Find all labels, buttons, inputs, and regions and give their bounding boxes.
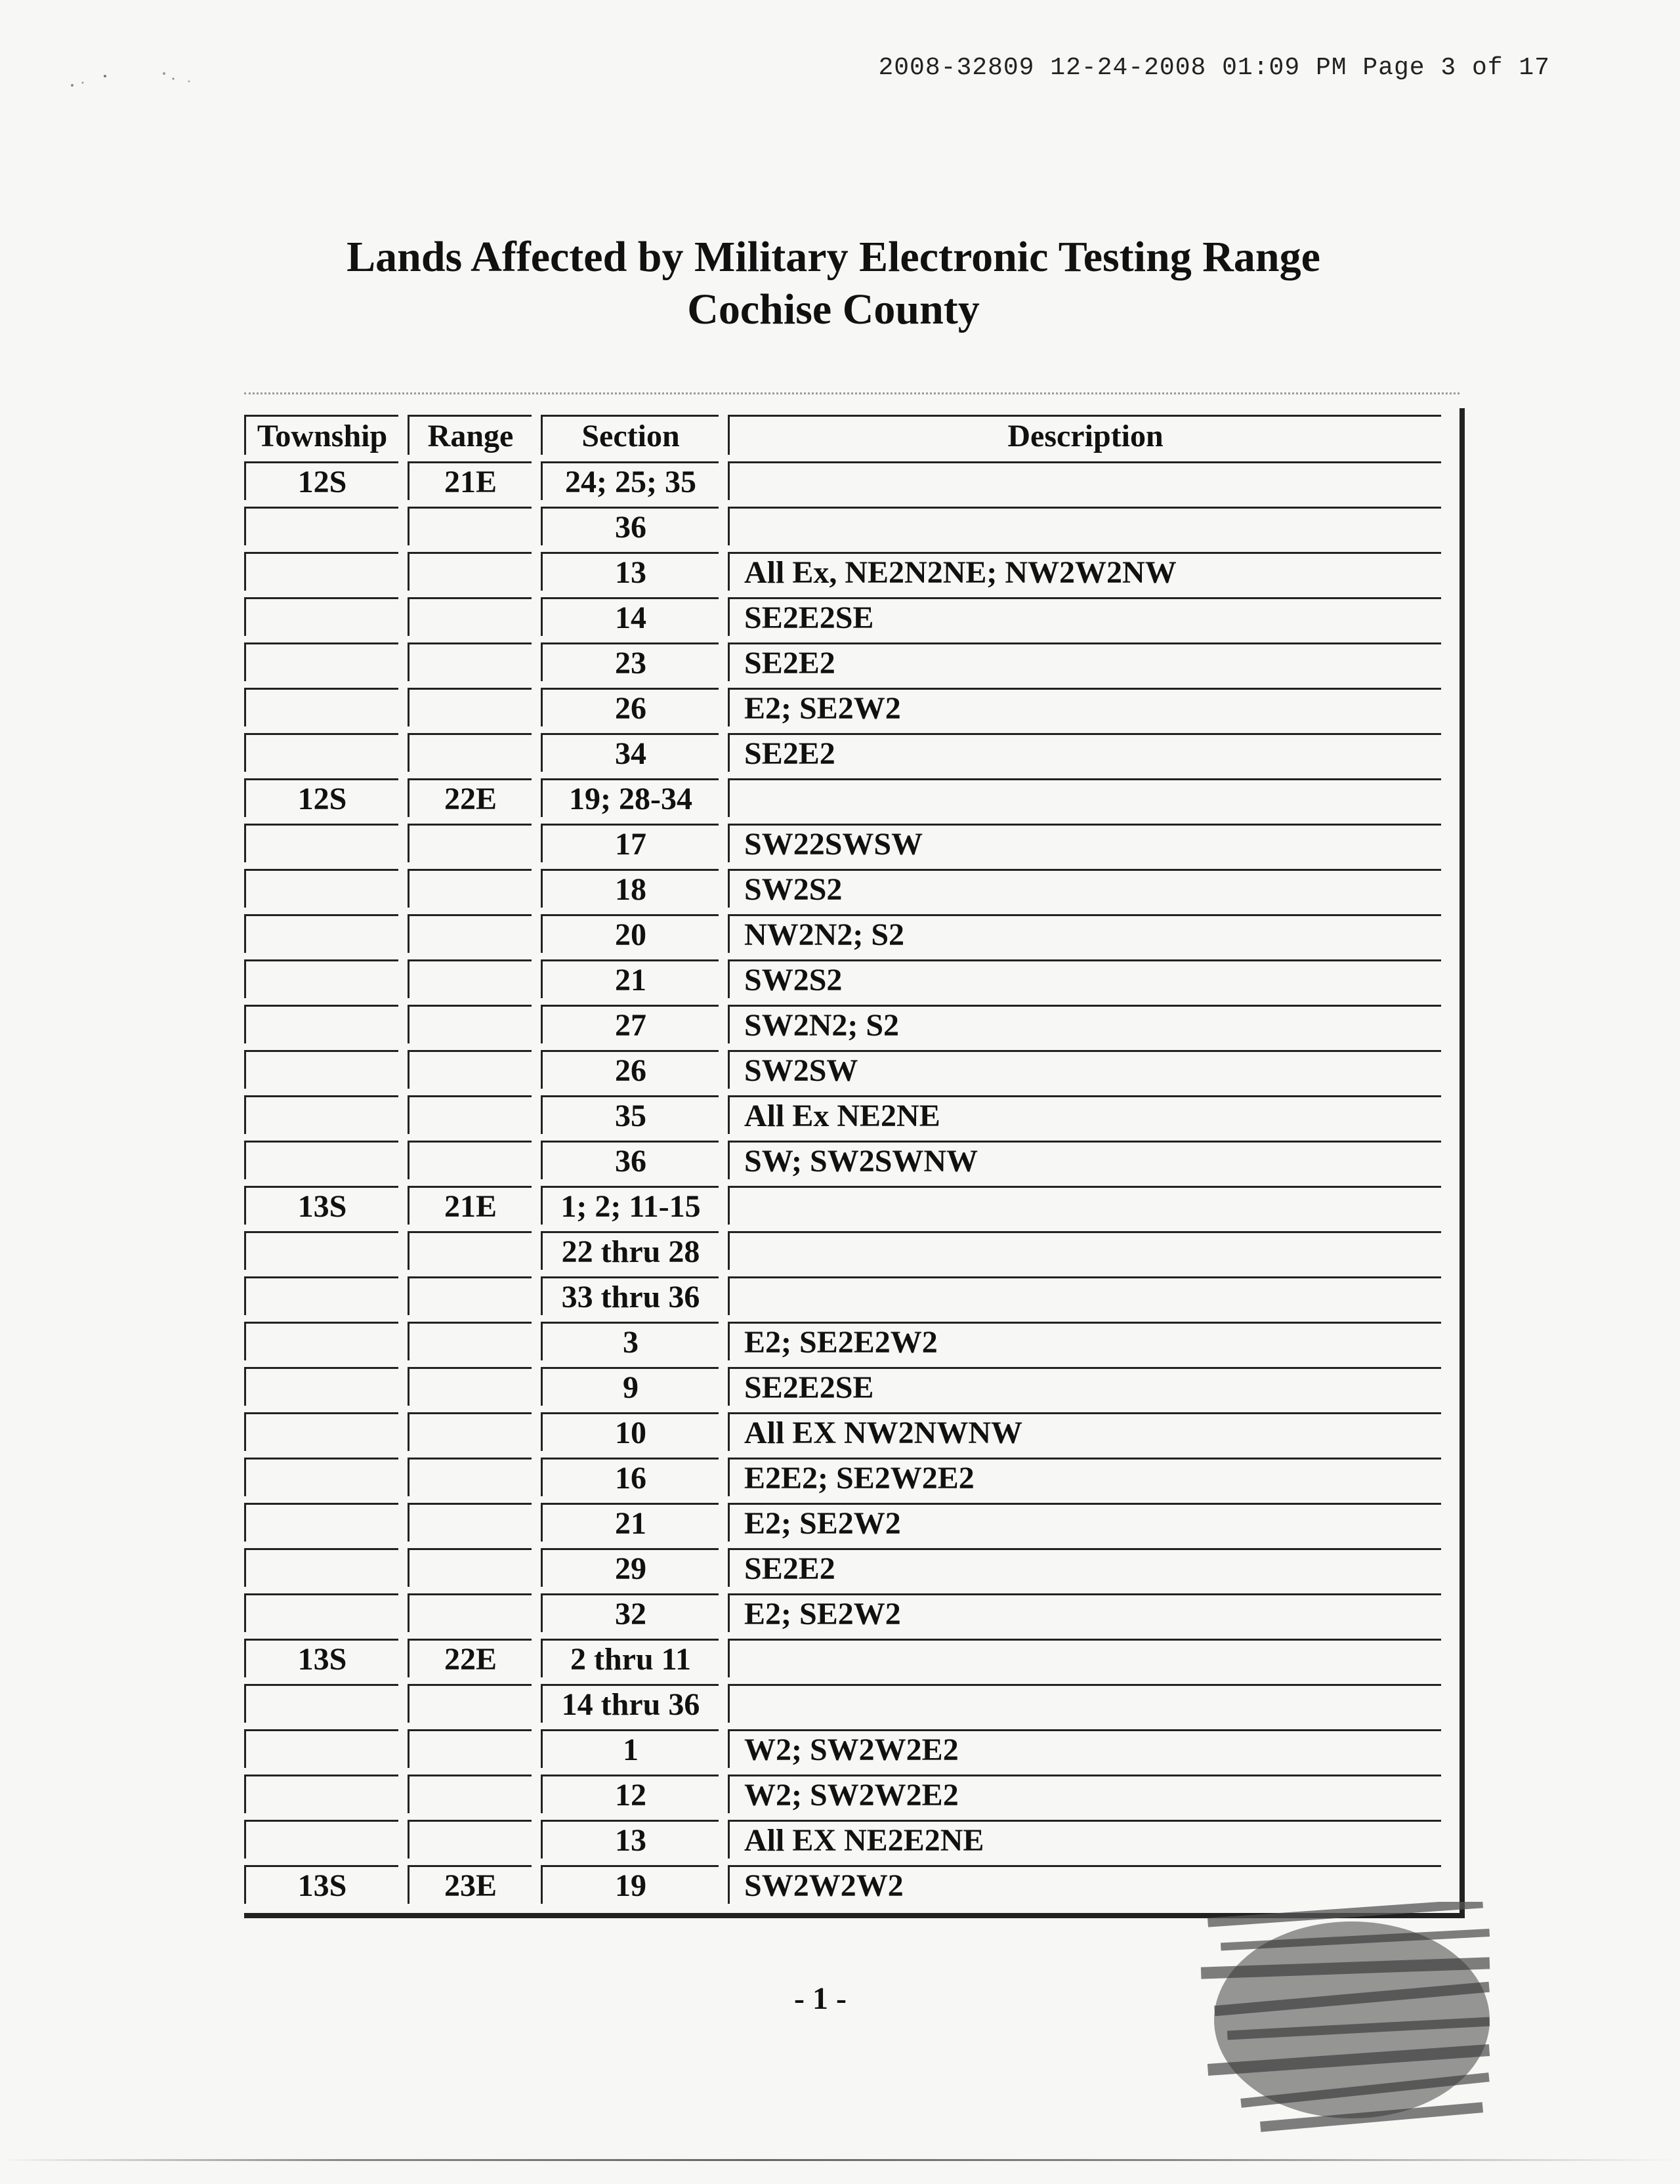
cell-range bbox=[408, 597, 532, 636]
cell-section: 18 bbox=[541, 869, 719, 908]
table-row bbox=[244, 1231, 1441, 1270]
cell-section: 12 bbox=[541, 1774, 719, 1813]
table-row bbox=[244, 1639, 1441, 1677]
cell-range bbox=[408, 1458, 532, 1496]
cell-township bbox=[244, 1774, 398, 1813]
cell-range bbox=[408, 869, 532, 908]
cell-section: 36 bbox=[541, 507, 719, 545]
table-row bbox=[244, 507, 1441, 545]
cell-description: NW2N2; S2 bbox=[728, 914, 1441, 953]
cell-description bbox=[728, 1276, 1441, 1315]
cell-range bbox=[408, 1684, 532, 1723]
cell-description: E2; SE2W2 bbox=[728, 688, 1441, 726]
table-row bbox=[244, 1367, 1441, 1406]
cell-range bbox=[408, 1141, 532, 1179]
page-number: - 1 - bbox=[794, 1981, 847, 2016]
cell-description: SE2E2SE bbox=[728, 597, 1441, 636]
cell-township: 13S bbox=[244, 1865, 398, 1904]
cell-section: 22 thru 28 bbox=[541, 1231, 719, 1270]
cell-description: All Ex, NE2N2NE; NW2W2NW bbox=[728, 552, 1441, 591]
cell-description: W2; SW2W2E2 bbox=[728, 1729, 1441, 1768]
table-row bbox=[244, 824, 1441, 862]
cell-section: 17 bbox=[541, 824, 719, 862]
cell-range: 23E bbox=[408, 1865, 532, 1904]
cell-section: 34 bbox=[541, 733, 719, 772]
cell-range bbox=[408, 1729, 532, 1768]
cell-description bbox=[728, 1186, 1441, 1225]
table-row bbox=[244, 869, 1441, 908]
cell-township: 13S bbox=[244, 1639, 398, 1677]
cell-section: 10 bbox=[541, 1412, 719, 1451]
cell-range: 21E bbox=[408, 461, 532, 500]
cell-description: SE2E2 bbox=[728, 733, 1441, 772]
table-row bbox=[244, 1729, 1441, 1768]
cell-description: SW; SW2SWNW bbox=[728, 1141, 1441, 1179]
table-body bbox=[244, 461, 1441, 1904]
header-township: Township bbox=[244, 415, 398, 455]
cell-range bbox=[408, 1005, 532, 1043]
title-line-1: Lands Affected by Military Electronic Testing Range bbox=[346, 233, 1320, 281]
cell-section: 26 bbox=[541, 688, 719, 726]
table-row bbox=[244, 1593, 1441, 1632]
cell-section: 2 thru 11 bbox=[541, 1639, 719, 1677]
cell-township bbox=[244, 1684, 398, 1723]
cell-description: All Ex NE2NE bbox=[728, 1095, 1441, 1134]
header-range: Range bbox=[408, 415, 532, 455]
cell-range: 22E bbox=[408, 778, 532, 817]
table-row bbox=[244, 688, 1441, 726]
cell-township: 13S bbox=[244, 1186, 398, 1225]
cell-township bbox=[244, 1503, 398, 1542]
cell-section: 32 bbox=[541, 1593, 719, 1632]
cell-description: SE2E2 bbox=[728, 642, 1441, 681]
page-title bbox=[0, 231, 1667, 336]
cell-range bbox=[408, 733, 532, 772]
recording-stamp: 2008-32809 12-24-2008 01:09 PM Page 3 of 17 bbox=[878, 54, 1550, 82]
cell-section: 13 bbox=[541, 552, 719, 591]
cell-range bbox=[408, 959, 532, 998]
cell-description: All EX NW2NWNW bbox=[728, 1412, 1441, 1451]
cell-range bbox=[408, 1503, 532, 1542]
table-row bbox=[244, 1774, 1441, 1813]
cell-section: 35 bbox=[541, 1095, 719, 1134]
table-row bbox=[244, 1412, 1441, 1451]
cell-description: E2; SE2E2W2 bbox=[728, 1322, 1441, 1360]
cell-range bbox=[408, 552, 532, 591]
table-row bbox=[244, 1820, 1441, 1858]
cell-range bbox=[408, 1050, 532, 1089]
cell-section: 13 bbox=[541, 1820, 719, 1858]
cell-township: 12S bbox=[244, 461, 398, 500]
cell-township bbox=[244, 1820, 398, 1858]
cell-description: E2E2; SE2W2E2 bbox=[728, 1458, 1441, 1496]
cell-range bbox=[408, 1820, 532, 1858]
table-row bbox=[244, 1503, 1441, 1542]
table-row bbox=[244, 1186, 1441, 1225]
table-row bbox=[244, 1322, 1441, 1360]
table-row bbox=[244, 733, 1441, 772]
cell-township bbox=[244, 1367, 398, 1406]
cell-section: 21 bbox=[541, 1503, 719, 1542]
cell-range bbox=[408, 1548, 532, 1587]
cell-range bbox=[408, 1095, 532, 1134]
table-row bbox=[244, 1095, 1441, 1134]
cell-description: E2; SE2W2 bbox=[728, 1503, 1441, 1542]
cell-description: E2; SE2W2 bbox=[728, 1593, 1441, 1632]
cell-township bbox=[244, 1005, 398, 1043]
cell-section: 3 bbox=[541, 1322, 719, 1360]
cell-range bbox=[408, 824, 532, 862]
table-row bbox=[244, 1458, 1441, 1496]
cell-range bbox=[408, 1774, 532, 1813]
header-section: Section bbox=[541, 415, 719, 455]
table-row bbox=[244, 597, 1441, 636]
table-row bbox=[244, 1050, 1441, 1089]
cell-range bbox=[408, 688, 532, 726]
table-row bbox=[244, 1276, 1441, 1315]
cell-section: 9 bbox=[541, 1367, 719, 1406]
notary-seal-stamp bbox=[1194, 1902, 1509, 2164]
cell-township bbox=[244, 1729, 398, 1768]
cell-township bbox=[244, 1548, 398, 1587]
cell-range bbox=[408, 1231, 532, 1270]
table-row bbox=[244, 1141, 1441, 1179]
table-header-row bbox=[244, 415, 1441, 455]
cell-description: W2; SW2W2E2 bbox=[728, 1774, 1441, 1813]
cell-range bbox=[408, 507, 532, 545]
cell-township bbox=[244, 1050, 398, 1089]
cell-description: All EX NE2E2NE bbox=[728, 1820, 1441, 1858]
table-row bbox=[244, 914, 1441, 953]
table-row bbox=[244, 1684, 1441, 1723]
cell-description bbox=[728, 507, 1441, 545]
cell-section: 24; 25; 35 bbox=[541, 461, 719, 500]
cell-township bbox=[244, 824, 398, 862]
table-row bbox=[244, 552, 1441, 591]
cell-description: SW2W2W2 bbox=[728, 1865, 1441, 1904]
cell-section: 1; 2; 11-15 bbox=[541, 1186, 719, 1225]
cell-township bbox=[244, 688, 398, 726]
cell-range bbox=[408, 642, 532, 681]
scan-specks bbox=[66, 59, 210, 98]
cell-section: 21 bbox=[541, 959, 719, 998]
scan-noise-line bbox=[244, 392, 1460, 397]
cell-township bbox=[244, 1322, 398, 1360]
table-row bbox=[244, 1548, 1441, 1587]
cell-township bbox=[244, 1231, 398, 1270]
cell-section: 19 bbox=[541, 1865, 719, 1904]
cell-section: 29 bbox=[541, 1548, 719, 1587]
cell-description bbox=[728, 1684, 1441, 1723]
cell-range bbox=[408, 1367, 532, 1406]
cell-range bbox=[408, 914, 532, 953]
cell-description bbox=[728, 778, 1441, 817]
cell-section: 20 bbox=[541, 914, 719, 953]
cell-township bbox=[244, 507, 398, 545]
scan-edge-line bbox=[0, 2159, 1680, 2161]
cell-township bbox=[244, 1141, 398, 1179]
cell-section: 14 bbox=[541, 597, 719, 636]
cell-township bbox=[244, 642, 398, 681]
cell-range bbox=[408, 1322, 532, 1360]
cell-section: 16 bbox=[541, 1458, 719, 1496]
lands-table-frame bbox=[244, 408, 1465, 1918]
cell-section: 33 thru 36 bbox=[541, 1276, 719, 1315]
cell-description: SW2S2 bbox=[728, 869, 1441, 908]
cell-range bbox=[408, 1412, 532, 1451]
cell-section: 27 bbox=[541, 1005, 719, 1043]
cell-description: SE2E2SE bbox=[728, 1367, 1441, 1406]
cell-township bbox=[244, 733, 398, 772]
table-row bbox=[244, 778, 1441, 817]
cell-description bbox=[728, 1639, 1441, 1677]
cell-section: 14 thru 36 bbox=[541, 1684, 719, 1723]
header-description: Description bbox=[728, 415, 1441, 455]
cell-township: 12S bbox=[244, 778, 398, 817]
cell-range bbox=[408, 1276, 532, 1315]
cell-range: 21E bbox=[408, 1186, 532, 1225]
cell-section: 23 bbox=[541, 642, 719, 681]
cell-township bbox=[244, 869, 398, 908]
cell-township bbox=[244, 552, 398, 591]
cell-section: 36 bbox=[541, 1141, 719, 1179]
cell-township bbox=[244, 1593, 398, 1632]
cell-description: SW22SWSW bbox=[728, 824, 1441, 862]
cell-township bbox=[244, 959, 398, 998]
lands-table bbox=[235, 408, 1450, 1910]
cell-township bbox=[244, 914, 398, 953]
cell-section: 26 bbox=[541, 1050, 719, 1089]
cell-description bbox=[728, 461, 1441, 500]
title-line-2: Cochise County bbox=[687, 285, 980, 333]
cell-range bbox=[408, 1593, 532, 1632]
cell-township bbox=[244, 1276, 398, 1315]
cell-section: 1 bbox=[541, 1729, 719, 1768]
cell-description: SW2N2; S2 bbox=[728, 1005, 1441, 1043]
table-row bbox=[244, 461, 1441, 500]
cell-township bbox=[244, 1458, 398, 1496]
cell-township bbox=[244, 1412, 398, 1451]
cell-section: 19; 28-34 bbox=[541, 778, 719, 817]
cell-description: SW2S2 bbox=[728, 959, 1441, 998]
table-row bbox=[244, 1005, 1441, 1043]
cell-township bbox=[244, 597, 398, 636]
cell-range: 22E bbox=[408, 1639, 532, 1677]
table-row bbox=[244, 1865, 1441, 1904]
table-row bbox=[244, 642, 1441, 681]
table-row bbox=[244, 959, 1441, 998]
cell-description: SE2E2 bbox=[728, 1548, 1441, 1587]
cell-description bbox=[728, 1231, 1441, 1270]
cell-description: SW2SW bbox=[728, 1050, 1441, 1089]
cell-township bbox=[244, 1095, 398, 1134]
